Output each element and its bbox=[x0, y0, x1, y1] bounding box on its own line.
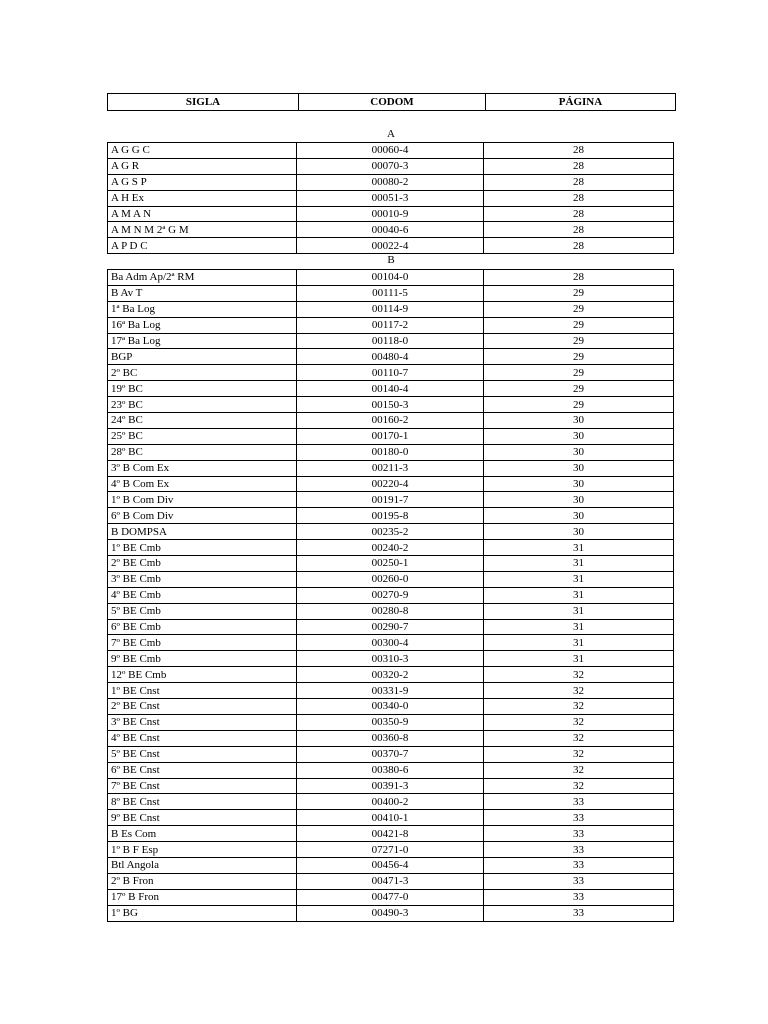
codom-cell: 00235-2 bbox=[297, 524, 484, 540]
table-row bbox=[108, 460, 674, 476]
codom-cell: 00260-0 bbox=[297, 571, 484, 587]
pagina-cell: 31 bbox=[484, 587, 674, 603]
sigla-cell: 1ª Ba Log bbox=[108, 301, 297, 317]
codom-cell: 00080-2 bbox=[297, 174, 484, 190]
pagina-cell: 33 bbox=[484, 842, 674, 858]
table-row bbox=[108, 317, 674, 333]
sigla-cell: 24º BC bbox=[108, 413, 297, 429]
pagina-cell: 32 bbox=[484, 730, 674, 746]
table-row bbox=[108, 794, 674, 810]
codom-cell: 00270-9 bbox=[297, 587, 484, 603]
codom-cell: 00410-1 bbox=[297, 810, 484, 826]
table-row bbox=[108, 381, 674, 397]
sigla-cell: A G G C bbox=[108, 143, 297, 159]
sigla-cell: 6º BE Cnst bbox=[108, 762, 297, 778]
pagina-cell: 28 bbox=[484, 222, 674, 238]
sigla-cell: 1º BE Cmb bbox=[108, 540, 297, 556]
pagina-cell: 32 bbox=[484, 762, 674, 778]
pagina-cell: 31 bbox=[484, 603, 674, 619]
codom-cell: 00118-0 bbox=[297, 333, 484, 349]
table-row bbox=[108, 889, 674, 905]
pagina-cell: 30 bbox=[484, 492, 674, 508]
pagina-cell: 28 bbox=[484, 174, 674, 190]
pagina-cell: 32 bbox=[484, 746, 674, 762]
table-row bbox=[108, 206, 674, 222]
codom-cell: 00060-4 bbox=[297, 143, 484, 159]
table-row bbox=[108, 333, 674, 349]
pagina-cell: 29 bbox=[484, 285, 674, 301]
table-row bbox=[108, 603, 674, 619]
codom-cell: 00022-4 bbox=[297, 238, 484, 254]
sigla-cell: B Es Com bbox=[108, 826, 297, 842]
codom-cell: 00160-2 bbox=[297, 413, 484, 429]
codom-cell: 00211-3 bbox=[297, 460, 484, 476]
sigla-cell: 3º BE Cnst bbox=[108, 714, 297, 730]
table-row bbox=[108, 842, 674, 858]
sigla-cell: 7º BE Cmb bbox=[108, 635, 297, 651]
codom-cell: 00170-1 bbox=[297, 428, 484, 444]
codom-cell: 00331-9 bbox=[297, 683, 484, 699]
table-row bbox=[108, 222, 674, 238]
codom-cell: 00111-5 bbox=[297, 285, 484, 301]
codom-cell: 00310-3 bbox=[297, 651, 484, 667]
pagina-cell: 28 bbox=[484, 158, 674, 174]
sigla-cell: 3º B Com Ex bbox=[108, 460, 297, 476]
pagina-cell: 30 bbox=[484, 428, 674, 444]
table-row bbox=[108, 810, 674, 826]
pagina-cell: 29 bbox=[484, 381, 674, 397]
pagina-cell: 29 bbox=[484, 301, 674, 317]
pagina-cell: 28 bbox=[484, 190, 674, 206]
table-row bbox=[108, 587, 674, 603]
table-row bbox=[108, 492, 674, 508]
table-row bbox=[108, 826, 674, 842]
pagina-cell: 30 bbox=[484, 508, 674, 524]
pagina-cell: 29 bbox=[484, 317, 674, 333]
sigla-cell: 4º BE Cnst bbox=[108, 730, 297, 746]
pagina-cell: 28 bbox=[484, 206, 674, 222]
table-row bbox=[108, 270, 674, 286]
pagina-cell: 31 bbox=[484, 635, 674, 651]
codom-cell: 00140-4 bbox=[297, 381, 484, 397]
pagina-cell: 28 bbox=[484, 143, 674, 159]
codom-cell: 00104-0 bbox=[297, 270, 484, 286]
sigla-cell: 1º BE Cnst bbox=[108, 683, 297, 699]
sigla-cell: 23º BC bbox=[108, 397, 297, 413]
codom-cell: 00300-4 bbox=[297, 635, 484, 651]
sigla-cell: 2º B Fron bbox=[108, 873, 297, 889]
table-row bbox=[108, 762, 674, 778]
pagina-cell: 33 bbox=[484, 905, 674, 921]
codom-cell: 00421-8 bbox=[297, 826, 484, 842]
table-row bbox=[108, 190, 674, 206]
pagina-cell: 29 bbox=[484, 349, 674, 365]
pagina-cell: 30 bbox=[484, 460, 674, 476]
table-row bbox=[108, 143, 674, 159]
pagina-cell: 31 bbox=[484, 540, 674, 556]
sigla-cell: 3º BE Cmb bbox=[108, 571, 297, 587]
sigla-cell: 1º BG bbox=[108, 905, 297, 921]
table-row bbox=[108, 524, 674, 540]
sigla-cell: 1º B F Esp bbox=[108, 842, 297, 858]
sigla-cell: Ba Adm Ap/2ª RM bbox=[108, 270, 297, 286]
header-codom: CODOM bbox=[299, 94, 486, 111]
pagina-cell: 32 bbox=[484, 699, 674, 715]
table-row bbox=[108, 699, 674, 715]
sigla-cell: 7º BE Cnst bbox=[108, 778, 297, 794]
table-row bbox=[108, 349, 674, 365]
codom-cell: 00240-2 bbox=[297, 540, 484, 556]
codom-cell: 07271-0 bbox=[297, 842, 484, 858]
sigla-cell: 16ª Ba Log bbox=[108, 317, 297, 333]
table-row bbox=[108, 365, 674, 381]
sigla-cell: 25º BC bbox=[108, 428, 297, 444]
pagina-cell: 31 bbox=[484, 619, 674, 635]
sigla-cell: A G R bbox=[108, 158, 297, 174]
table-row bbox=[108, 476, 674, 492]
codom-cell: 00110-7 bbox=[297, 365, 484, 381]
pagina-cell: 31 bbox=[484, 651, 674, 667]
sigla-cell: 4º B Com Ex bbox=[108, 476, 297, 492]
pagina-cell: 31 bbox=[484, 571, 674, 587]
table-row bbox=[108, 508, 674, 524]
codom-cell: 00150-3 bbox=[297, 397, 484, 413]
table-row bbox=[108, 428, 674, 444]
codom-cell: 00191-7 bbox=[297, 492, 484, 508]
pagina-cell: 30 bbox=[484, 476, 674, 492]
codom-cell: 00320-2 bbox=[297, 667, 484, 683]
codom-cell: 00370-7 bbox=[297, 746, 484, 762]
pagina-cell: 30 bbox=[484, 444, 674, 460]
codom-cell: 00480-4 bbox=[297, 349, 484, 365]
sigla-cell: 17ª Ba Log bbox=[108, 333, 297, 349]
codom-cell: 00180-0 bbox=[297, 444, 484, 460]
table-row bbox=[108, 397, 674, 413]
codom-cell: 00220-4 bbox=[297, 476, 484, 492]
sigla-cell: 8º BE Cnst bbox=[108, 794, 297, 810]
codom-cell: 00477-0 bbox=[297, 889, 484, 905]
pagina-cell: 32 bbox=[484, 667, 674, 683]
sigla-cell: 2º BE Cmb bbox=[108, 556, 297, 572]
codom-cell: 00250-1 bbox=[297, 556, 484, 572]
pagina-cell: 30 bbox=[484, 524, 674, 540]
pagina-cell: 32 bbox=[484, 683, 674, 699]
sigla-cell: 6º B Com Div bbox=[108, 508, 297, 524]
header-sigla: SIGLA bbox=[108, 94, 299, 111]
table-row bbox=[108, 873, 674, 889]
pagina-cell: 33 bbox=[484, 810, 674, 826]
sigla-cell: 17º B Fron bbox=[108, 889, 297, 905]
table-row bbox=[108, 905, 674, 921]
section-table-a bbox=[107, 142, 674, 254]
table-row bbox=[108, 285, 674, 301]
sigla-cell: B DOMPSA bbox=[108, 524, 297, 540]
header-table bbox=[107, 93, 676, 111]
table-row bbox=[108, 158, 674, 174]
sigla-cell: A M A N bbox=[108, 206, 297, 222]
pagina-cell: 33 bbox=[484, 794, 674, 810]
table-row bbox=[108, 778, 674, 794]
pagina-cell: 33 bbox=[484, 857, 674, 873]
codom-cell: 00040-6 bbox=[297, 222, 484, 238]
codom-cell: 00114-9 bbox=[297, 301, 484, 317]
table-row bbox=[108, 667, 674, 683]
table-row bbox=[108, 238, 674, 254]
pagina-cell: 29 bbox=[484, 397, 674, 413]
table-row bbox=[108, 651, 674, 667]
codom-cell: 00280-8 bbox=[297, 603, 484, 619]
sigla-cell: B Av T bbox=[108, 285, 297, 301]
table-row bbox=[108, 683, 674, 699]
codom-cell: 00117-2 bbox=[297, 317, 484, 333]
codom-cell: 00350-9 bbox=[297, 714, 484, 730]
sigla-cell: A H Ex bbox=[108, 190, 297, 206]
sigla-cell: 9º BE Cnst bbox=[108, 810, 297, 826]
sigla-cell: 4º BE Cmb bbox=[108, 587, 297, 603]
sigla-cell: Btl Angola bbox=[108, 857, 297, 873]
codom-cell: 00051-3 bbox=[297, 190, 484, 206]
sigla-cell: A P D C bbox=[108, 238, 297, 254]
codom-cell: 00290-7 bbox=[297, 619, 484, 635]
table-row bbox=[108, 571, 674, 587]
pagina-cell: 28 bbox=[484, 238, 674, 254]
sigla-cell: A M N M 2ª G M bbox=[108, 222, 297, 238]
codom-cell: 00471-3 bbox=[297, 873, 484, 889]
codom-cell: 00340-0 bbox=[297, 699, 484, 715]
pagina-cell: 33 bbox=[484, 873, 674, 889]
pagina-cell: 32 bbox=[484, 714, 674, 730]
pagina-cell: 29 bbox=[484, 365, 674, 381]
table-row bbox=[108, 174, 674, 190]
codom-cell: 00010-9 bbox=[297, 206, 484, 222]
table-row bbox=[108, 413, 674, 429]
sigla-cell: 1º B Com Div bbox=[108, 492, 297, 508]
table-row bbox=[108, 857, 674, 873]
section-table-b bbox=[107, 269, 674, 922]
sigla-cell: 28º BC bbox=[108, 444, 297, 460]
sigla-cell: 6º BE Cmb bbox=[108, 619, 297, 635]
pagina-cell: 31 bbox=[484, 556, 674, 572]
pagina-cell: 30 bbox=[484, 413, 674, 429]
sigla-cell: 19º BC bbox=[108, 381, 297, 397]
section-label-b: B bbox=[387, 254, 395, 266]
codom-cell: 00456-4 bbox=[297, 857, 484, 873]
sigla-cell: 12º BE Cmb bbox=[108, 667, 297, 683]
header-pagina: PÁGINA bbox=[486, 94, 676, 111]
table-row bbox=[108, 746, 674, 762]
header-row bbox=[108, 94, 676, 111]
sigla-cell: BGP bbox=[108, 349, 297, 365]
table-row bbox=[108, 540, 674, 556]
codom-cell: 00380-6 bbox=[297, 762, 484, 778]
sigla-cell: 2º BE Cnst bbox=[108, 699, 297, 715]
pagina-cell: 28 bbox=[484, 270, 674, 286]
sigla-cell: 2º BC bbox=[108, 365, 297, 381]
table-row bbox=[108, 556, 674, 572]
table-row bbox=[108, 619, 674, 635]
pagina-cell: 33 bbox=[484, 889, 674, 905]
codom-cell: 00490-3 bbox=[297, 905, 484, 921]
codom-cell: 00360-8 bbox=[297, 730, 484, 746]
codom-cell: 00400-2 bbox=[297, 794, 484, 810]
table-row bbox=[108, 730, 674, 746]
pagina-cell: 33 bbox=[484, 826, 674, 842]
sigla-cell: 5º BE Cnst bbox=[108, 746, 297, 762]
sigla-cell: 9º BE Cmb bbox=[108, 651, 297, 667]
table-row bbox=[108, 714, 674, 730]
sigla-cell: 5º BE Cmb bbox=[108, 603, 297, 619]
table-row bbox=[108, 635, 674, 651]
pagina-cell: 32 bbox=[484, 778, 674, 794]
codom-cell: 00391-3 bbox=[297, 778, 484, 794]
sigla-cell: A G S P bbox=[108, 174, 297, 190]
codom-cell: 00195-8 bbox=[297, 508, 484, 524]
table-row bbox=[108, 444, 674, 460]
codom-cell: 00070-3 bbox=[297, 158, 484, 174]
pagina-cell: 29 bbox=[484, 333, 674, 349]
table-row bbox=[108, 301, 674, 317]
section-label-a: A bbox=[387, 128, 395, 140]
